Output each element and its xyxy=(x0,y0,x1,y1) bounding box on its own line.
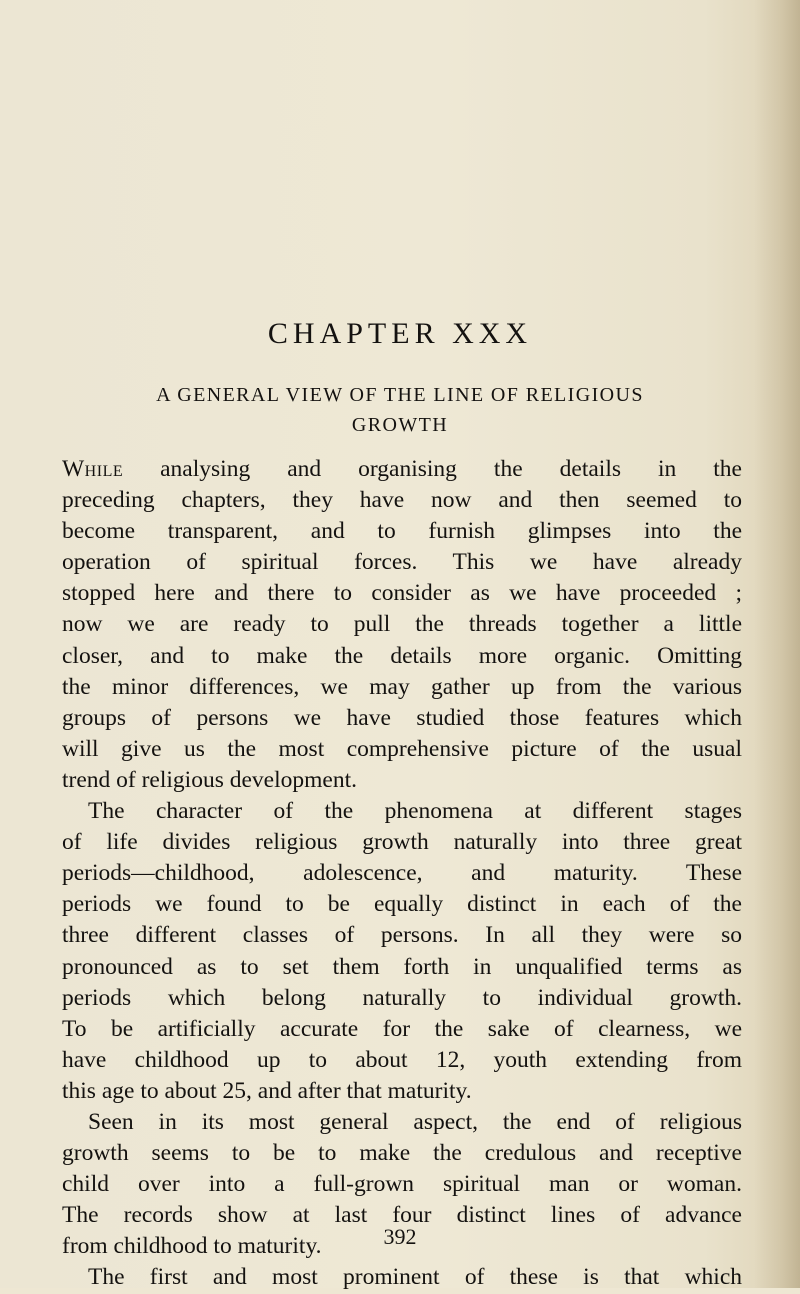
text-line: child over into a full-grown spiritual man or woman. xyxy=(62,1171,742,1198)
text-line: of life divides religious growth naturally into three great xyxy=(62,829,742,856)
text-line: become transparent, and to furnish glimpses into the xyxy=(62,518,742,545)
text-line: the minor differences, we may gather up from the various xyxy=(62,673,742,700)
text-line: from childhood to maturity. xyxy=(62,1233,322,1260)
text-line: While analysing and organising the details in the xyxy=(62,456,742,482)
text-line: The records show at last four distinct lines of advance xyxy=(62,1202,742,1229)
chapter-subtitle xyxy=(60,380,740,440)
text-line: pronounced as to set them forth in unqualified terms as xyxy=(62,953,742,980)
text-line: periods we found to be equally distinct in each of the xyxy=(62,891,742,918)
body-text xyxy=(62,454,742,1294)
text-line: three different classes of persons. In all they were so xyxy=(62,922,742,949)
text-line: have childhood up to about 12, youth extending from xyxy=(62,1046,742,1073)
page-number: 392 xyxy=(383,1224,417,1249)
text-line: will give us the most comprehensive picture of the usual xyxy=(62,735,742,762)
chapter-subtitle-line: A GENERAL VIEW OF THE LINE OF RELIGIOUS xyxy=(156,384,644,406)
text-line: this age to about 25, and after that maturity. xyxy=(62,1077,472,1104)
text-line: closer, and to make the details more organic. Omitting xyxy=(62,642,742,669)
chapter-heading: CHAPTER XXX xyxy=(267,317,533,350)
text-line: periods—childhood, adolescence, and maturity. These xyxy=(62,860,742,887)
page-edge-shadow xyxy=(754,0,800,1288)
text-line: trend of religious development. xyxy=(62,766,357,793)
opening-word: While xyxy=(62,456,124,482)
text-line: operation of spiritual forces. This we have already xyxy=(62,549,742,576)
text-line: groups of persons we have studied those features which xyxy=(62,704,742,731)
text-line: The first and most prominent of these is that which xyxy=(88,1264,742,1291)
text-line: growth seems to be to make the credulous and receptive xyxy=(62,1140,742,1167)
text-line: Seen in its most general aspect, the end of religious xyxy=(88,1108,742,1135)
text-line: periods which belong naturally to individual growth. xyxy=(62,984,742,1011)
text-line: The character of the phenomena at different stages xyxy=(88,798,742,825)
text-line: preceding chapters, they have now and then seemed to xyxy=(62,487,742,514)
text-line: now we are ready to pull the threads together a little xyxy=(62,611,742,638)
text-line: stopped here and there to consider as we have proceeded ; xyxy=(62,580,742,607)
chapter-subtitle-line: GROWTH xyxy=(351,414,449,436)
text-line: To be artificially accurate for the sake of clearness, we xyxy=(62,1015,742,1042)
